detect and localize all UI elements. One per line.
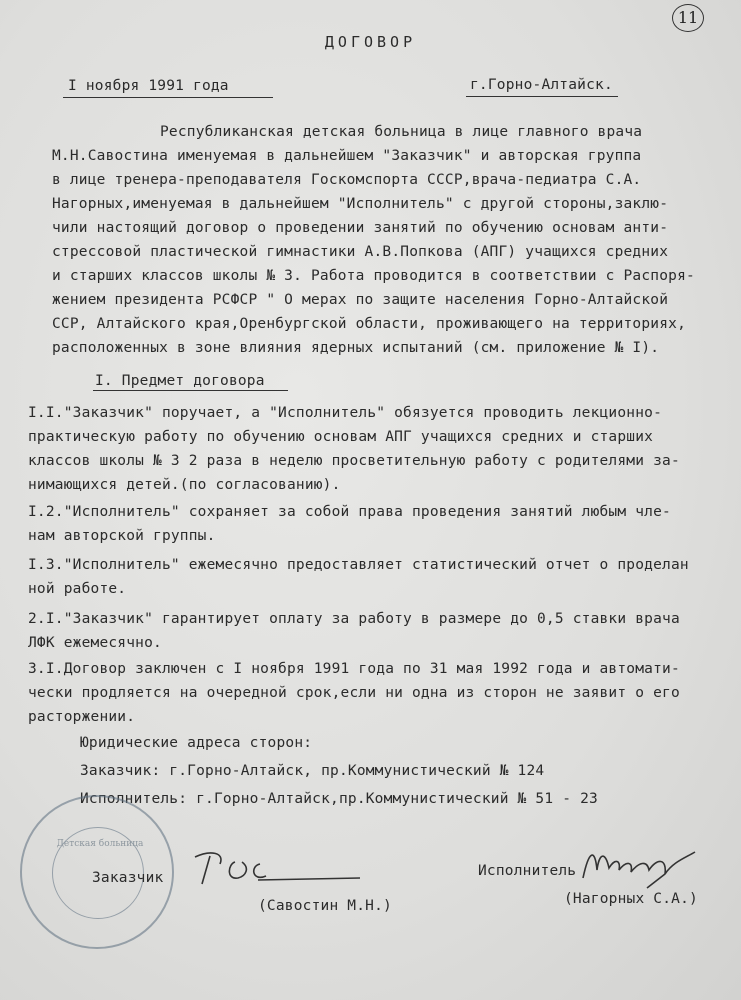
clause-line: нам авторской группы. — [28, 528, 216, 544]
stamp-text: Детская больница — [56, 839, 144, 849]
executor-signature — [575, 840, 715, 892]
clause-line: I.2."Исполнитель" сохраняет за собой права проведения занятий любым чле- — [28, 504, 671, 520]
intro-line: стрессовой пластической гимнастики А.В.Попкова (АПГ) учащихся средних — [52, 244, 669, 260]
clause-line: нимающихся детей.(по согласованию). — [28, 477, 341, 493]
intro-line: расположенных в зоне влияния ядерных испытаний (см. приложение № I). — [52, 340, 660, 356]
clause-line: ЛФК ежемесячно. — [28, 635, 162, 651]
customer-signature-label: Заказчик — [92, 870, 164, 886]
intro-line: Нагорных,именуемая в дальнейшем "Исполнитель" с другой стороны,заклю- — [52, 196, 669, 212]
clause-line: 3.I.Договор заключен с I ноября 1991 года по 31 мая 1992 года и автомати- — [28, 661, 680, 677]
clause-line: I.3."Исполнитель" ежемесячно предоставляет статистический отчет о проделан — [28, 557, 689, 573]
intro-line: в лице тренера-преподавателя Госкомспорта СССР,врача-педиатра С.А. — [52, 172, 642, 188]
section-heading: I. Предмет договора — [95, 373, 265, 389]
intro-line: Республиканская детская больница в лице главного врача — [160, 124, 643, 140]
customer-name: (Савостин М.Н.) — [258, 898, 392, 914]
contract-date: I ноября 1991 года — [68, 78, 229, 94]
city-underline — [466, 96, 618, 97]
clause-line: 2.I."Заказчик" гарантирует оплату за работу в размере до 0,5 ставки врача — [28, 611, 680, 627]
clause-line: чески продляется на очередной срок,если ни одна из сторон не заявит о его — [28, 685, 680, 701]
intro-line: ССР, Алтайского края,Оренбургской области, проживающего на территориях, — [52, 316, 687, 332]
intro-line: жением президента РСФСР " О мерах по защите населения Горно-Алтайской — [52, 292, 669, 308]
clause-line: практическую работу по обучению основам АПГ учащихся средних и старших — [28, 429, 654, 445]
clause-line: ной работе. — [28, 581, 127, 597]
customer-signature — [180, 842, 370, 892]
date-underline — [63, 97, 273, 98]
page-number: 11 — [672, 4, 704, 32]
executor-name: (Нагорных С.А.) — [564, 891, 698, 907]
clause-line: I.I."Заказчик" поручает, а "Исполнитель" обязуется проводить лекционно- — [28, 405, 663, 421]
contract-city: г.Горно-Алтайск. — [470, 77, 613, 93]
addresses-heading: Юридические адреса сторон: — [80, 735, 313, 751]
clause-line: классов школы № 3 2 раза в неделю просветительную работу с родителями за- — [28, 453, 680, 469]
intro-line: и старших классов школы № 3. Работа проводится в соответствии с Распоря- — [52, 268, 695, 284]
clause-line: расторжении. — [28, 709, 136, 725]
executor-signature-label: Исполнитель — [478, 863, 577, 879]
document-title: ДОГОВОР — [324, 33, 417, 51]
customer-address: Заказчик: г.Горно-Алтайск, пр.Коммунистический № 124 — [80, 763, 545, 779]
intro-line: чили настоящий договор о проведении занятий по обучению основам анти- — [52, 220, 669, 236]
intro-line: М.Н.Савостина именуемая в дальнейшем "Заказчик" и авторская группа — [52, 148, 642, 164]
executor-address: Исполнитель: г.Горно-Алтайск,пр.Коммунистический № 51 - 23 — [80, 791, 598, 807]
section-heading-underline — [93, 390, 288, 391]
